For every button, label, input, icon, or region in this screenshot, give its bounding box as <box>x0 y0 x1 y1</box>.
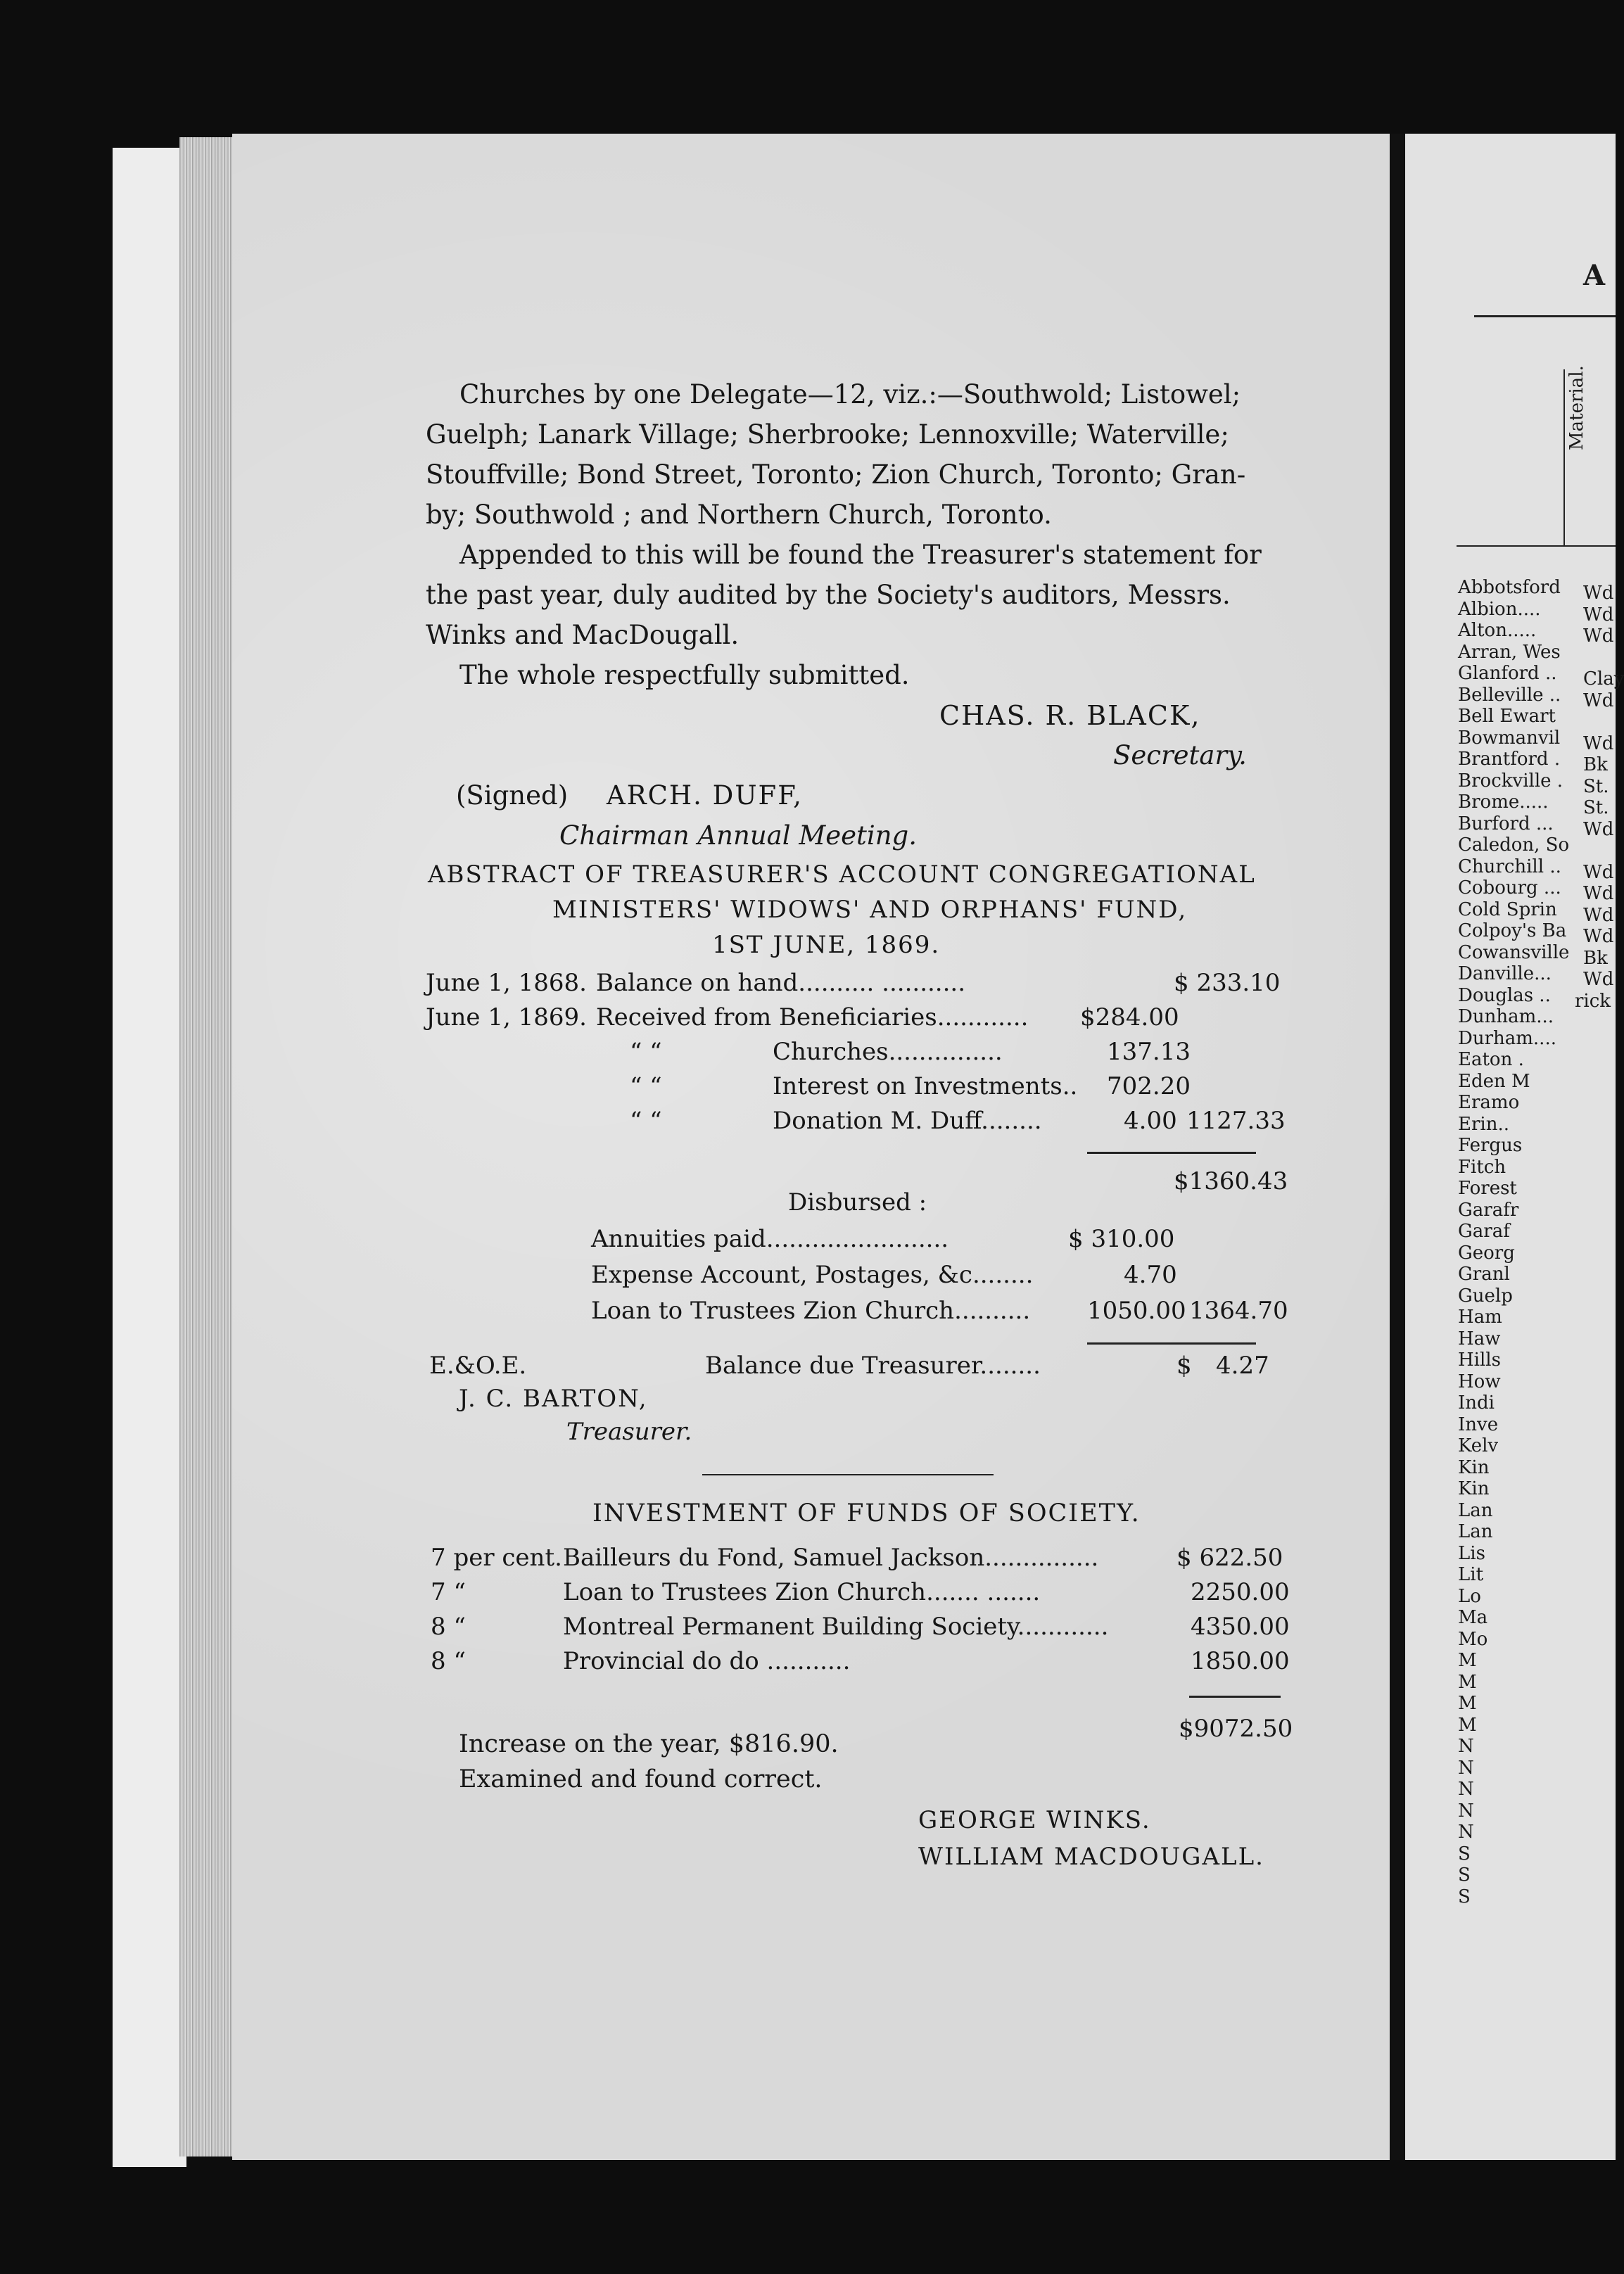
receipts-grand-total: $1360.43 <box>1174 1167 1288 1195</box>
right-page-material: Wd <box>1583 818 1614 840</box>
intro-line-1: Churches by one Delegate—12, viz.:—Southwold; Listowel; <box>459 379 1241 409</box>
investment-amount: $ 622.50 <box>1176 1544 1283 1572</box>
abstract-heading-2: MINISTERS' WIDOWS' AND ORPHANS' FUND, <box>552 896 1188 924</box>
sum-rule <box>1189 1696 1281 1698</box>
right-page-place: Bowmanvil <box>1458 727 1561 749</box>
section-divider <box>702 1474 994 1475</box>
investment-desc: Provincial do do ........... <box>563 1647 851 1675</box>
right-page-material: Bk <box>1583 754 1608 775</box>
intro-line-2: Guelph; Lanark Village; Sherbrooke; Lennoxville; Waterville; <box>426 419 1229 450</box>
right-page-place: N <box>1458 1800 1474 1822</box>
abstract-row-amount: 4.00 <box>1124 1107 1177 1135</box>
right-page-place: Cowansville <box>1458 941 1570 963</box>
right-page-place: Colpoy's Ba <box>1458 920 1567 941</box>
right-page-place: Garaf <box>1458 1221 1510 1242</box>
investment-heading: INVESTMENT OF FUNDS OF SOCIETY. <box>592 1499 1141 1527</box>
treasurer-title: Treasurer. <box>566 1418 692 1446</box>
chairman-name: ARCH. DUFF, <box>607 780 803 811</box>
right-page-material: Clay <box>1583 668 1624 690</box>
right-page-rule <box>1474 315 1616 317</box>
right-page-place: S <box>1458 1865 1471 1886</box>
disbursement-desc: Annuities paid........................ <box>591 1225 949 1253</box>
intro-line-3: Stouffville; Bond Street, Toronto; Zion Church, Toronto; Gran- <box>426 459 1246 490</box>
right-page-place: Eaton . <box>1458 1049 1524 1070</box>
right-page-column-rule <box>1563 369 1565 545</box>
errors-omissions-excepted: E.&O.E. <box>429 1352 527 1380</box>
disbursement-desc: Loan to Trustees Zion Church.......... <box>591 1297 1031 1325</box>
right-page-place: Guelp <box>1458 1285 1513 1307</box>
right-page-place: Cold Sprin <box>1458 898 1557 920</box>
sum-rule <box>1087 1152 1256 1154</box>
right-page-material: St. <box>1583 775 1609 797</box>
right-page-place: S <box>1458 1843 1471 1865</box>
right-page-place: Ma <box>1458 1607 1488 1628</box>
disbursement-desc: Expense Account, Postages, &c........ <box>591 1261 1034 1289</box>
right-page-place: N <box>1458 1757 1474 1779</box>
right-page-place: Forest <box>1458 1178 1517 1199</box>
auditor-name: WILLIAM MACDOUGALL. <box>918 1843 1264 1871</box>
abstract-row-total: $ 233.10 <box>1174 969 1281 997</box>
abstract-row-amount: $284.00 <box>1080 1003 1179 1031</box>
right-page-place: Churchill .. <box>1458 856 1561 877</box>
right-page-material: Wd <box>1583 904 1614 926</box>
right-page-place: Eden M <box>1458 1070 1530 1092</box>
abstract-date: 1ST JUNE, 1869. <box>712 931 941 959</box>
abstract-row-desc: Churches............... <box>773 1038 1003 1066</box>
right-page-place: M <box>1458 1693 1477 1714</box>
disbursement-amount: $ 310.00 <box>1068 1225 1175 1253</box>
abstract-row-desc: Received from Beneficiaries............ <box>596 1003 1029 1031</box>
abstract-row-desc: Balance on hand.......... ........... <box>596 969 966 997</box>
investment-total: $9072.50 <box>1179 1715 1293 1743</box>
right-page-place: Lo <box>1458 1585 1481 1607</box>
investment-desc: Montreal Permanent Building Society............ <box>563 1613 1109 1641</box>
intro-line-7: Winks and MacDougall. <box>426 620 740 650</box>
right-page-material: Wd <box>1583 969 1614 990</box>
book-gutter <box>1390 134 1405 2160</box>
right-page-place: Brockville . <box>1458 770 1563 792</box>
increase-note: Increase on the year, $816.90. <box>459 1730 839 1758</box>
investment-rate: 8 “ <box>431 1613 466 1641</box>
treasurer-name: J. C. BARTON, <box>459 1385 648 1413</box>
right-page-place: N <box>1458 1736 1474 1757</box>
right-page-place: Fitch <box>1458 1156 1506 1178</box>
abstract-row-total: 1127.33 <box>1186 1107 1286 1135</box>
right-page-place: Lan <box>1458 1521 1493 1542</box>
right-page-place: Haw <box>1458 1328 1501 1349</box>
right-page-place: Glanford .. <box>1458 663 1557 684</box>
intro-line-4: by; Southwold ; and Northern Church, Toronto. <box>426 500 1052 530</box>
right-page-place: M <box>1458 1650 1477 1671</box>
right-page-material: Wd <box>1583 625 1614 647</box>
right-page-place: Douglas .. <box>1458 984 1551 1006</box>
right-page-material: St. <box>1583 797 1609 818</box>
right-page-place: N <box>1458 1779 1474 1800</box>
book-page-edges <box>179 137 236 2157</box>
right-page-place: Belleville .. <box>1458 684 1561 706</box>
investment-amount: 2250.00 <box>1191 1578 1290 1606</box>
right-page-place: Burford ... <box>1458 813 1554 834</box>
right-page-place: Lit <box>1458 1564 1484 1585</box>
investment-amount: 4350.00 <box>1191 1613 1290 1641</box>
abstract-row-date: June 1, 1868. <box>426 969 587 997</box>
right-page-material: Wd <box>1583 926 1614 947</box>
abstract-heading-1: ABSTRACT OF TREASURER'S ACCOUNT CONGREGATIONAL <box>428 860 1256 889</box>
intro-line-5: Appended to this will be found the Treasurer's statement for <box>459 540 1262 570</box>
right-page-place: Garafr <box>1458 1199 1519 1221</box>
right-page-place: Kin <box>1458 1456 1490 1478</box>
disbursement-amount: 4.70 <box>1124 1261 1177 1289</box>
right-page-material: Wd <box>1583 690 1614 711</box>
investment-amount: 1850.00 <box>1191 1647 1290 1675</box>
right-page-place: Granl <box>1458 1264 1510 1285</box>
right-page-place: Lan <box>1458 1499 1493 1521</box>
right-page-rule <box>1457 545 1616 547</box>
right-page-header-fragment: A <box>1583 259 1606 292</box>
right-page-place: Cobourg ... <box>1458 877 1561 898</box>
right-page-place: How <box>1458 1371 1501 1392</box>
right-page-place: Dunham... <box>1458 1006 1554 1027</box>
right-page-material: Bk <box>1583 947 1608 969</box>
right-page-place: Danville... <box>1458 963 1552 984</box>
background-strip <box>113 148 186 2167</box>
right-page-column-label: Material. <box>1566 365 1587 450</box>
abstract-row-desc: Interest on Investments.. <box>773 1072 1078 1100</box>
balance-value: 4.27 <box>1216 1352 1269 1380</box>
right-page-place: Indi <box>1458 1392 1495 1414</box>
right-page-material: rick <box>1575 990 1611 1012</box>
right-page-place: Inve <box>1458 1414 1499 1435</box>
right-page-place: Kin <box>1458 1478 1490 1499</box>
right-page-place: Durham.... <box>1458 1027 1556 1049</box>
examined-note: Examined and found correct. <box>459 1765 823 1793</box>
right-page-place: Hills <box>1458 1349 1501 1371</box>
disbursement-amount: 1050.00 <box>1087 1297 1186 1325</box>
disbursed-label: Disbursed : <box>788 1188 927 1217</box>
right-page-place: Abbotsford <box>1458 577 1561 598</box>
right-page-place: Caledon, So <box>1458 834 1570 856</box>
disbursement-total: 1364.70 <box>1189 1297 1288 1325</box>
right-page-place: Lis <box>1458 1542 1485 1564</box>
secretary-title: Secretary. <box>1113 740 1247 770</box>
right-page-place: Kelv <box>1458 1435 1499 1456</box>
abstract-row-amount: 137.13 <box>1107 1038 1191 1066</box>
secretary-name: CHAS. R. BLACK, <box>939 700 1201 731</box>
ditto-marks: “ “ <box>630 1107 662 1135</box>
investment-desc: Bailleurs du Fond, Samuel Jackson............... <box>563 1544 1099 1572</box>
balance-currency: $ <box>1176 1352 1192 1380</box>
right-page-place: Albion.... <box>1458 598 1541 620</box>
right-page-place: N <box>1458 1822 1474 1843</box>
intro-line-6: the past year, duly audited by the Society's auditors, Messrs. <box>426 580 1231 610</box>
ditto-marks: “ “ <box>630 1072 662 1100</box>
ditto-marks: “ “ <box>630 1038 662 1066</box>
investment-rate: 7 per cent. <box>431 1544 562 1572</box>
right-page-place: Mo <box>1458 1628 1488 1650</box>
right-page-place: S <box>1458 1886 1471 1907</box>
right-page-material: Wd <box>1583 583 1614 604</box>
sum-rule <box>1087 1342 1256 1345</box>
right-page-place: Georg <box>1458 1242 1515 1264</box>
right-page-place: Arran, Wes <box>1458 641 1561 663</box>
abstract-row-amount: 702.20 <box>1107 1072 1191 1100</box>
right-page-place: Erin.. <box>1458 1113 1509 1135</box>
right-page-place: M <box>1458 1714 1477 1736</box>
right-page-place: Eramo <box>1458 1092 1520 1113</box>
abstract-row-desc: Donation M. Duff........ <box>773 1107 1042 1135</box>
right-page-place: Ham <box>1458 1307 1502 1328</box>
right-page-material: Wd <box>1583 604 1614 625</box>
right-page-material: Wd <box>1583 883 1614 904</box>
auditor-name: GEORGE WINKS. <box>918 1806 1151 1834</box>
right-page-place: Bell Ewart <box>1458 706 1556 727</box>
right-page-material: Wd <box>1583 861 1614 883</box>
investment-rate: 8 “ <box>431 1647 466 1675</box>
signed-label: (Signed) <box>456 780 569 811</box>
right-page-place: Brantford . <box>1458 749 1561 770</box>
investment-rate: 7 “ <box>431 1578 466 1606</box>
balance-label: Balance due Treasurer........ <box>705 1352 1041 1380</box>
right-page-place: Alton..... <box>1458 620 1537 641</box>
investment-desc: Loan to Trustees Zion Church....... ....... <box>563 1578 1041 1606</box>
right-page-place: M <box>1458 1671 1477 1693</box>
right-page-place: Brome..... <box>1458 792 1549 813</box>
abstract-row-date: June 1, 1869. <box>426 1003 587 1031</box>
chairman-title: Chairman Annual Meeting. <box>559 820 917 851</box>
intro-line-8: The whole respectfully submitted. <box>459 660 910 690</box>
right-page-place: Fergus <box>1458 1135 1523 1156</box>
right-page-material: Wd <box>1583 732 1614 754</box>
